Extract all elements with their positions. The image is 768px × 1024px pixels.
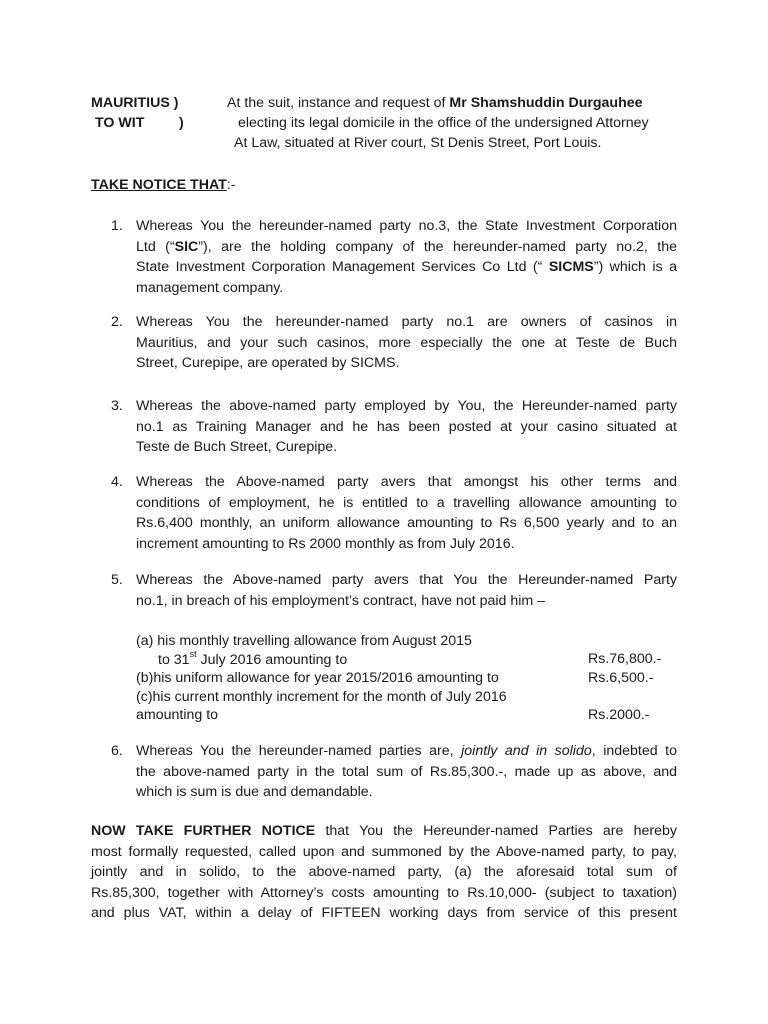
text-span: July 2016 amounting to (196, 651, 348, 668)
item-line: Rs.6,400 monthly, an uniform allowance amounting to Rs 6,500 yearly and to an (136, 515, 677, 531)
sic-abbrev: SIC (174, 238, 199, 255)
item-line (136, 741, 677, 762)
item-line: Whereas the Above-named party avers that amongst his other terms and (136, 474, 677, 490)
take-notice-suffix: :- (226, 177, 236, 193)
jurisdiction-label: MAURITIUS ) (91, 95, 179, 111)
item-line: which is sum is due and demandable. (136, 784, 373, 800)
paragraph-line: jointly and in solido, to the above-named party, (a) the aforesaid total sum of (91, 864, 677, 880)
breakdown-c-line2: amounting to (136, 707, 219, 723)
list-item-2 (136, 312, 677, 374)
sicms-abbrev: SICMS (548, 259, 594, 275)
text-span: Whereas You the hereunder-named parties are, (136, 743, 462, 759)
text-span: ”) which is a (593, 259, 677, 275)
item-number: 5. (111, 572, 123, 588)
item-number: 6. (111, 743, 123, 759)
text-span: ”), are the holding company of the hereunder-named party no.2, the (198, 238, 677, 255)
list-item-5 (136, 570, 677, 611)
list-item-1 (136, 216, 677, 298)
item-line: Whereas the above-named party employed by You, the Hereunder-named party (136, 398, 677, 414)
suit-line (227, 93, 643, 114)
amount-c: Rs.2000.- (588, 707, 650, 723)
item-line: Teste de Buch Street, Curepipe. (136, 439, 338, 455)
ordinal-suffix: st (189, 648, 197, 659)
text-span: State Investment Corporation Management Services Co Ltd (“ (136, 259, 549, 275)
suit-prefix: At the suit, instance and request of (227, 95, 450, 111)
item-line (136, 237, 677, 258)
to-wit-paren: ) (179, 115, 184, 131)
list-item-4 (136, 472, 677, 554)
further-notice-paragraph (91, 821, 677, 924)
item-line: increment amounting to Rs 2000 monthly as from July 2016. (136, 535, 515, 552)
item-number: 2. (111, 314, 123, 330)
amount-b: Rs.6,500.- (588, 670, 654, 686)
item-line: no.1, in breach of his employment’s contract, have not paid him – (136, 592, 546, 609)
take-notice-label: TAKE NOTICE THAT (91, 177, 227, 193)
item-line: no.1 as Training Manager and he has been posted at your casino situated at (136, 418, 677, 435)
text-span: that You the Hereunder-named Parties are hereby (315, 823, 677, 839)
item-line: Whereas the Above-named party avers that You the Hereunder-named Party (136, 572, 677, 588)
list-item-6 (136, 741, 677, 803)
breakdown-b-line: (b)his uniform allowance for year 2015/2016 amounting to (136, 670, 499, 686)
item-line: Street, Curepipe, are operated by SICMS. (136, 355, 400, 371)
paragraph-line (91, 821, 677, 842)
item-line: conditions of employment, he is entitled to a travelling allowance amounting to (136, 494, 677, 511)
domicile-line: electing its legal domicile in the office of the undersigned Attorney (238, 115, 649, 131)
item-line: the above-named party in the total sum of Rs.85,300.-, made up as above, and (136, 763, 677, 780)
paragraph-line: most formally requested, called upon and summoned by the Above-named party, to pay, (91, 843, 677, 860)
item-number: 4. (111, 474, 123, 490)
item-number: 3. (111, 398, 123, 414)
further-notice-heading: NOW TAKE FURTHER NOTICE (91, 823, 316, 839)
take-notice-heading (91, 175, 236, 196)
item-line: Whereas You the hereunder-named party no.1 are owners of casinos in (136, 314, 677, 330)
breakdown-a-line2 (136, 648, 507, 670)
to-wit-label: TO WIT (95, 115, 145, 131)
breakdown-c-line1: (c)his current monthly increment for the month of July 2016 (136, 688, 507, 705)
italic-phrase: jointly and in solido (461, 743, 592, 759)
list-item-3 (136, 396, 677, 458)
item-number: 1. (111, 218, 123, 234)
text-span: to 31 (158, 651, 190, 668)
breakdown-text (136, 632, 507, 725)
text-span: Ltd (“ (136, 238, 175, 255)
plaintiff-name: Mr Shamshuddin Durgauhee (449, 95, 643, 111)
address-line: At Law, situated at River court, St Denis Street, Port Louis. (234, 135, 602, 151)
item-line: Whereas You the hereunder-named party no.3, the State Investment Corporation (136, 218, 677, 234)
paragraph-line: Rs.85,300, together with Attorney’s costs amounting to Rs.10,000- (subject to taxation) (91, 884, 677, 901)
breakdown-a-line1: (a) his monthly travelling allowance from August 2015 (136, 633, 472, 649)
text-span: , indebted to (591, 743, 677, 759)
paragraph-line: and plus VAT, within a delay of FIFTEEN working days from service of this present (91, 905, 677, 921)
amount-a: Rs.76,800.- (588, 651, 662, 667)
item-line: management company. (136, 279, 284, 296)
item-line: Mauritius, and your such casinos, more especially the one at Teste de Buch (136, 334, 677, 351)
item-line (136, 257, 677, 278)
